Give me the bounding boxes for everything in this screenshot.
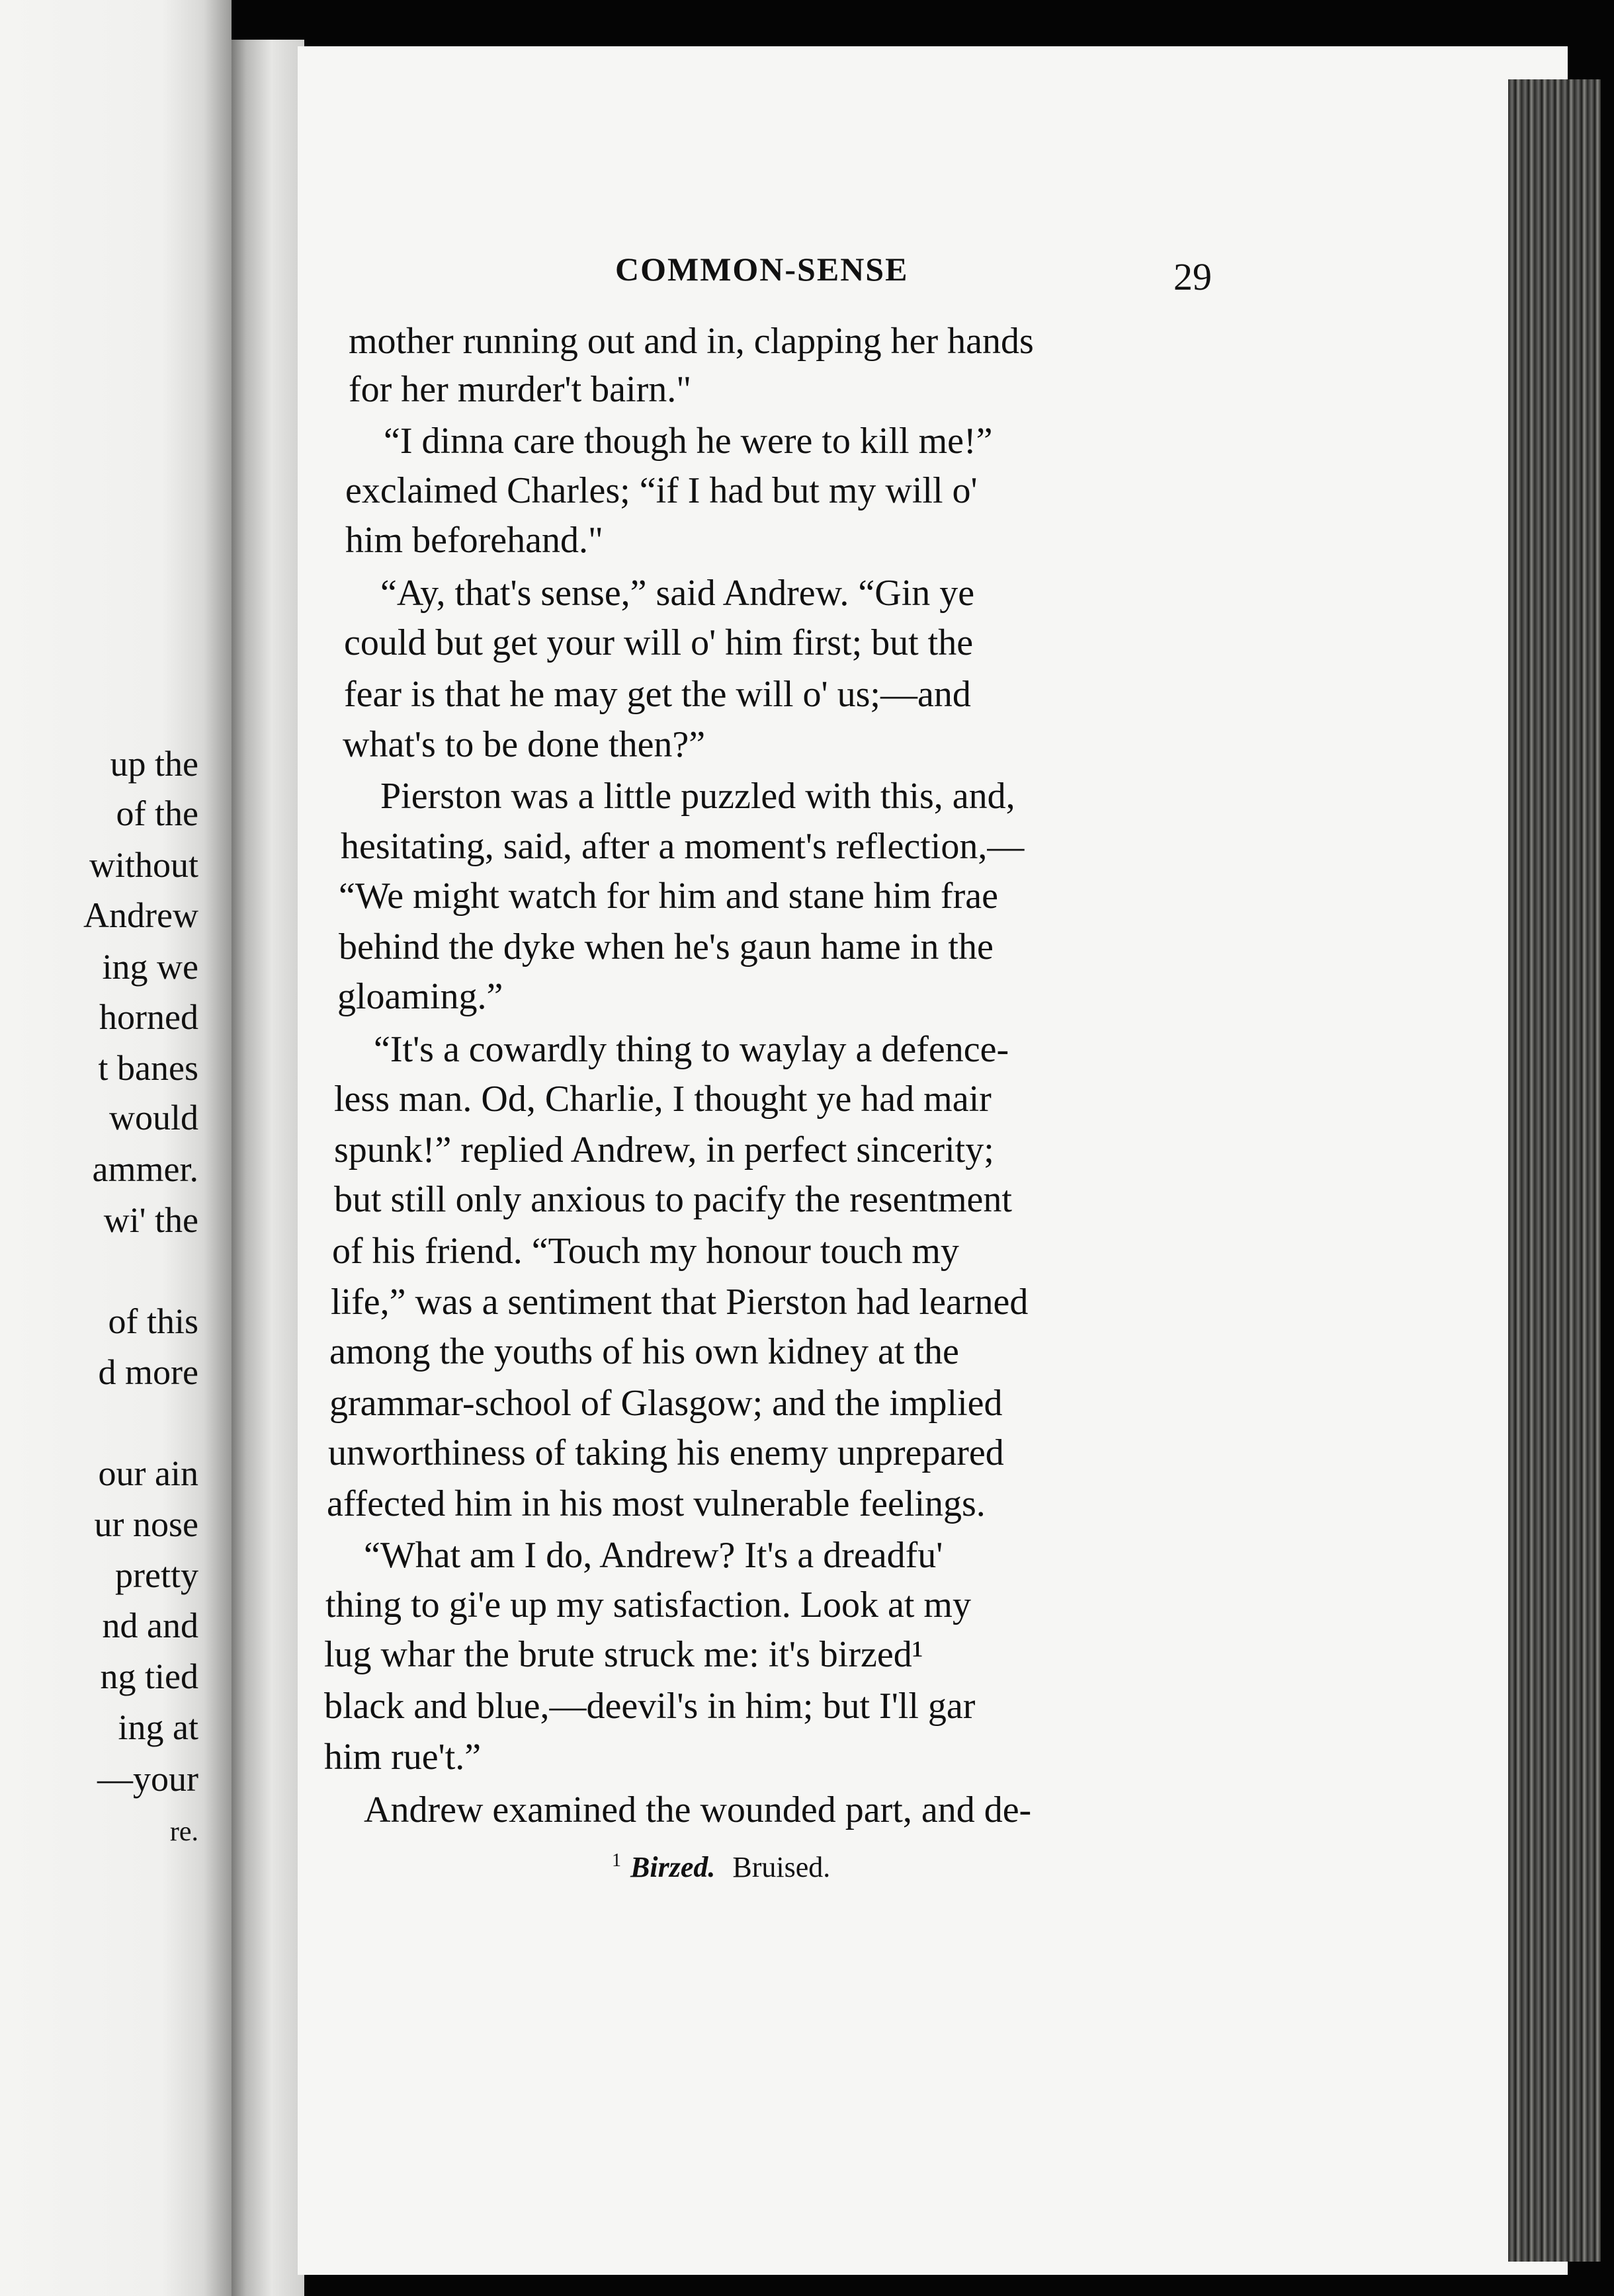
body-line: hesitating, said, after a moment's reflection,— [341, 826, 1025, 867]
left-page-line: of this [108, 1301, 198, 1341]
body-line: lug whar the brute struck me: it's birzed¹ [324, 1634, 923, 1675]
body-line: grammar-school of Glasgow; and the implied [329, 1383, 1003, 1424]
body-line: “We might watch for him and stane him frae [339, 876, 998, 917]
body-line: mother running out and in, clapping her hands [349, 321, 1034, 362]
left-page-line: pretty [115, 1555, 198, 1595]
left-page-line: re. [169, 1817, 198, 1847]
left-page-line: ing we [102, 947, 198, 987]
body-line: “What am I do, Andrew? It's a dreadfu' [364, 1535, 943, 1576]
body-line: black and blue,—deevil's in him; but I'll gar [324, 1686, 976, 1727]
page-edge [1508, 79, 1601, 2262]
body-line: among the youths of his own kidney at the [329, 1331, 959, 1372]
left-page-line: ur nose [94, 1504, 198, 1544]
body-line: less man. Od, Charlie, I thought ye had mair [334, 1079, 992, 1120]
page-number: 29 [1173, 255, 1212, 298]
body-line: affected him in his most vulnerable feelings. [327, 1483, 986, 1524]
left-page-line: ing at [118, 1707, 198, 1747]
footnote [612, 1850, 830, 1884]
body-line: for her murder't bairn." [349, 369, 692, 410]
left-page-line: wi' the [103, 1200, 198, 1240]
body-line: but still only anxious to pacify the resentment [334, 1179, 1012, 1220]
body-line: “I dinna care though he were to kill me!” [384, 421, 993, 462]
left-page-line: Andrew [83, 895, 198, 935]
left-page-line: up the [110, 744, 198, 784]
running-head: COMMON-SENSE [615, 251, 909, 288]
body-line: life,” was a sentiment that Pierston had learned [331, 1282, 1029, 1323]
body-line: exclaimed Charles; “if I had but my will o' [345, 470, 978, 511]
left-page-line: of the [116, 794, 198, 833]
body-line: Andrew examined the wounded part, and de- [364, 1789, 1032, 1830]
left-page-line: t banes [98, 1048, 198, 1088]
body-line: him rue't.” [324, 1737, 482, 1778]
body-line: behind the dyke when he's gaun hame in the [339, 926, 994, 967]
body-line: thing to gi'e up my satisfaction. Look at my [325, 1584, 971, 1625]
body-line: gloaming.” [337, 976, 503, 1017]
body-line: what's to be done then?” [343, 724, 706, 765]
left-page-line: would [109, 1098, 198, 1137]
left-page-line: horned [99, 997, 198, 1037]
left-page-line: d more [98, 1352, 198, 1392]
body-line: unworthiness of taking his enemy unprepared [328, 1432, 1004, 1473]
body-line: “It's a cowardly thing to waylay a defence- [374, 1029, 1009, 1070]
body-line: him beforehand." [345, 520, 603, 561]
left-page-line: without [89, 845, 198, 885]
left-page-line: nd and [102, 1606, 198, 1645]
body-line: of his friend. “Touch my honour touch my [332, 1231, 959, 1272]
body-line: could but get your will o' him first; but the [344, 622, 974, 663]
body-line: Pierston was a little puzzled with this, and, [380, 776, 1015, 817]
body-line: “Ay, that's sense,” said Andrew. “Gin ye [380, 573, 975, 614]
footnote-marker: 1 [612, 1850, 621, 1871]
left-facing-page [0, 0, 232, 2296]
footnote-term: Birzed. [630, 1851, 716, 1883]
body-line: fear is that he may get the will o' us;—and [344, 674, 971, 715]
body-line: spunk!” replied Andrew, in perfect sincerity; [334, 1129, 994, 1170]
left-page-line: our ain [98, 1454, 198, 1493]
footnote-gloss: Bruised. [732, 1851, 831, 1883]
left-page-line: —your [97, 1759, 198, 1799]
left-page-line: ng tied [100, 1657, 198, 1696]
book-gutter [232, 40, 304, 2296]
left-page-line: ammer. [92, 1149, 198, 1189]
